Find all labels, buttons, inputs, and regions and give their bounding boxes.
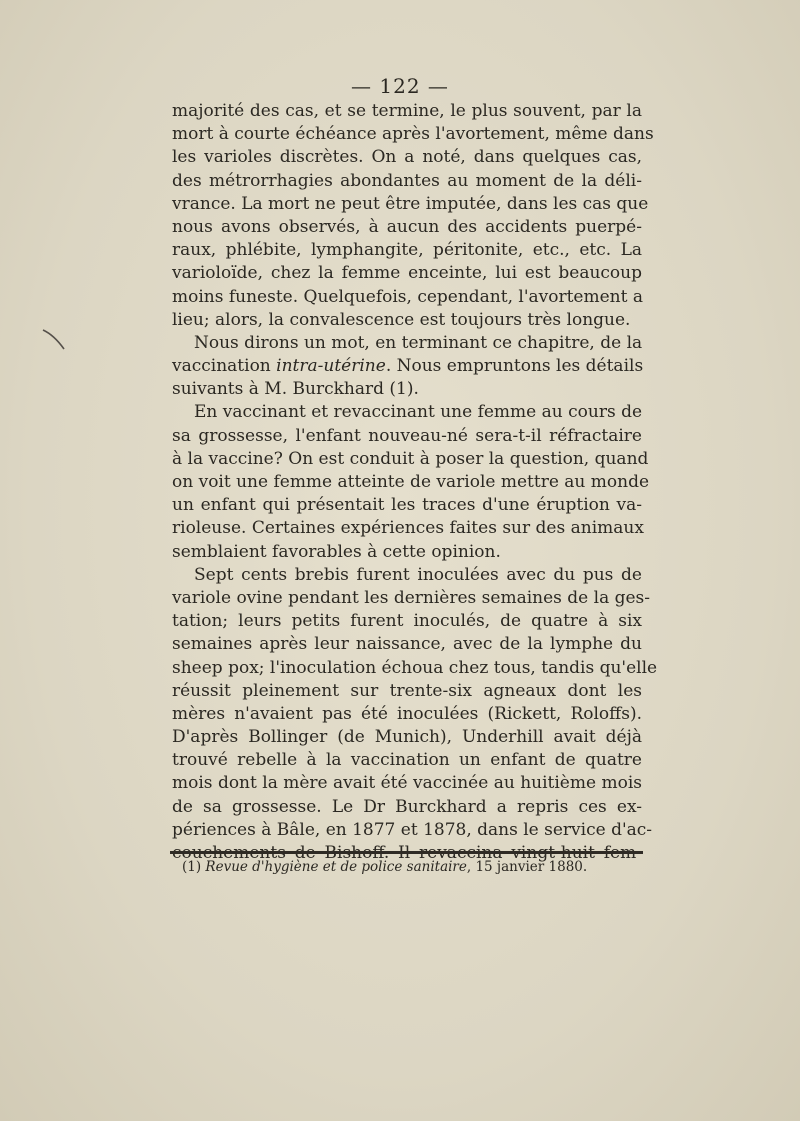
text-line: de sa grossesse. Le Dr Burckhard a repris ces ex- — [172, 796, 642, 817]
text-line: réussit pleinement sur trente-six agneaux dont les — [172, 680, 642, 701]
text-line: à la vaccine? On est conduit à poser la question, quand — [172, 448, 649, 469]
text-line: trouvé rebelle à la vaccination un enfant de quatre — [172, 750, 642, 771]
text-line: mois dont la mère avait été vaccinée au huitième mois — [172, 773, 642, 794]
text-line: sa grossesse, l'enfant nouveau-né sera-t-il réfractaire — [172, 425, 642, 446]
text-line: majorité des cas, et se termine, le plus souvent, par la — [172, 101, 642, 121]
body-text — [172, 100, 658, 865]
text-line: des métrorrhagies abondantes au moment de la déli- — [172, 170, 642, 191]
italic-term: intra-utérine — [276, 356, 386, 377]
text-line: moins funeste. Quelquefois, cependant, l'avortement a — [172, 286, 643, 307]
text-line: nous avons observés, à aucun des accidents puerpé- — [172, 216, 642, 237]
text-line: sheep pox; l'inoculation échoua chez tous, tandis qu'elle — [172, 657, 658, 678]
text-line: suivants à M. Burckhard (1). — [172, 379, 419, 400]
footnote-rule — [170, 851, 643, 854]
pencil-mark — [40, 327, 70, 353]
text-line: D'après Bollinger (de Munich), Underhill avait déjà — [172, 727, 642, 748]
text-line: semaines après leur naissance, avec de la lymphe du — [172, 634, 642, 655]
text-line: mères n'avaient pas été inoculées (Rickett, Roloffs). — [172, 703, 642, 724]
text-line: les varioles discrètes. On a noté, dans quelques cas, — [172, 147, 642, 168]
text-line: semblaient favorables à cette opinion. — [172, 541, 501, 562]
text-line: mort à courte échéance après l'avortement, même dans — [172, 124, 654, 145]
text-line: lieu; alors, la convalescence est toujours très longue. — [172, 309, 631, 330]
text-line: En vaccinant et revaccinant une femme au cours de — [194, 402, 643, 423]
footnote-marker: (1) — [182, 859, 202, 875]
text-line: rioleuse. Certaines expériences faites sur des animaux — [172, 518, 644, 539]
text-line: vaccination intra-utérine. Nous empruntons les détails — [172, 356, 644, 377]
text-line: périences à Bâle, en 1877 et 1878, dans le service d'ac- — [172, 819, 653, 840]
footnote-journal: Revue d'hygiène et de police sanitaire — [205, 859, 467, 875]
text-line: tation; leurs petits furent inoculés, de quatre à six — [172, 611, 642, 632]
page-number: — 122 — — [351, 74, 449, 98]
text-line: raux, phlébite, lymphangite, péritonite, etc., etc. La — [172, 240, 642, 261]
text-line: un enfant qui présentait les traces d'une éruption va- — [172, 495, 642, 516]
text-line: couchements de Bishoff. Il revaccina vingt-huit fem- — [172, 843, 642, 863]
footnote-date: , 15 janvier 1880. — [466, 859, 588, 875]
text-line: vrance. La mort ne peut être imputée, dans les cas que — [172, 193, 649, 214]
text-line: on voit une femme atteinte de variole mettre au monde — [172, 472, 650, 492]
footnote — [182, 859, 587, 875]
text-line: varioloïde, chez la femme enceinte, lui est beaucoup — [172, 263, 642, 284]
text-line: Sept cents brebis furent inoculées avec du pus de — [194, 564, 642, 585]
text-line: Nous dirons un mot, en terminant ce chapitre, de la — [194, 332, 643, 353]
text-line: variole ovine pendant les dernières semaines de la ges- — [172, 587, 651, 608]
